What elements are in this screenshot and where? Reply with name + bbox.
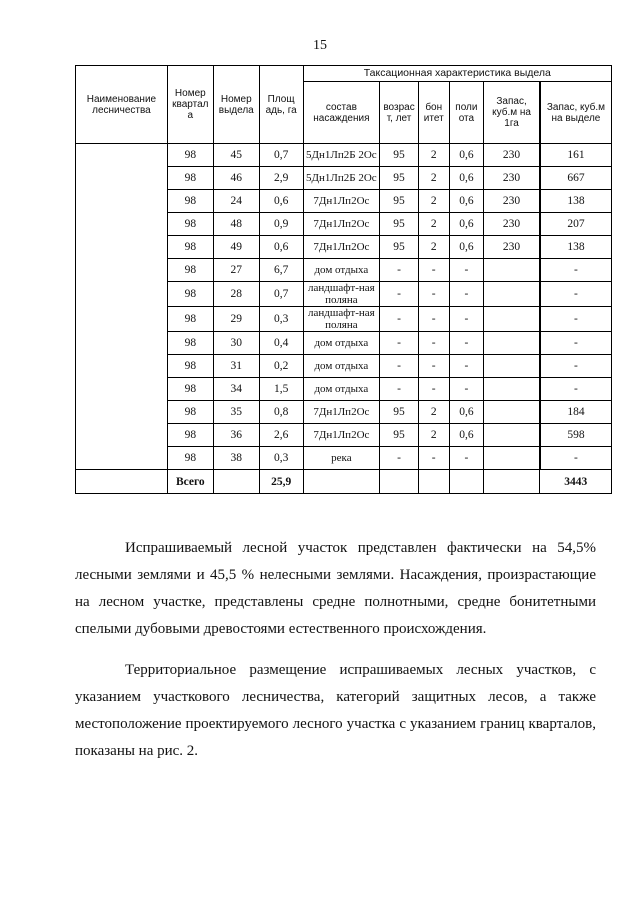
cell-allotment: 28 [213,282,259,307]
cell-bonitet: - [418,282,449,307]
cell-age: 95 [380,213,419,236]
header-area: Площ адь, га [259,66,303,144]
cell-bonitet: 2 [418,144,449,167]
total-label: Всего [167,470,213,494]
cell-bonitet: - [418,447,449,470]
cell-quarter: 98 [167,447,213,470]
total-area: 25,9 [259,470,303,494]
cell-age: 95 [380,401,419,424]
cell-area: 0,7 [259,282,303,307]
cell-stock-per-ha [484,401,540,424]
cell-quarter: 98 [167,259,213,282]
header-allotment: Номер выдела [213,66,259,144]
cell-stock-per-ha: 230 [484,167,540,190]
cell-stock-total: 138 [540,236,612,259]
cell-area: 0,3 [259,447,303,470]
cell-composition: дом отдыха [303,355,380,378]
cell-bonitet: 2 [418,424,449,447]
cell-quarter: 98 [167,282,213,307]
cell-stock-per-ha [484,378,540,401]
cell-density: - [449,307,484,332]
cell-area: 0,6 [259,236,303,259]
cell-density: - [449,378,484,401]
cell-composition: 7Дн1Лп2Ос [303,424,380,447]
total-age-cell [380,470,419,494]
cell-allotment: 30 [213,332,259,355]
taxation-table [75,65,612,494]
cell-density: 0,6 [449,401,484,424]
paragraph-forest-composition: Испрашиваемый лесной участок представлен фактически на 54,5% лесными землями и 45,5 % нелесными землями. Насаждения, произрастающие на леcном участке, представлены средне полнотными, средне бонитетными спелыми дубовыми древостоями естественного происхождения. [75,540,596,637]
cell-stock-total: 207 [540,213,612,236]
table-total-row [76,470,612,494]
cell-bonitet: 2 [418,190,449,213]
cell-stock-total: 184 [540,401,612,424]
cell-age: - [380,378,419,401]
total-stock-per-ha-cell [484,470,540,494]
cell-quarter: 98 [167,213,213,236]
cell-area: 2,6 [259,424,303,447]
total-allotment-cell [213,470,259,494]
cell-age: 95 [380,190,419,213]
cell-stock-per-ha: 230 [484,236,540,259]
total-density-cell [449,470,484,494]
cell-bonitet: - [418,307,449,332]
cell-area: 0,3 [259,307,303,332]
paragraph-territorial-placement: Территориальное размещение испрашиваемых лесных участков, с указанием участкового лесничества, категорий защитных лесов, а также местоположение проектируемого лесного участка с указанием границ кварталов, показаны на рис. 2. [75,662,596,759]
cell-allotment: 38 [213,447,259,470]
cell-quarter: 98 [167,332,213,355]
cell-age: - [380,307,419,332]
cell-composition: дом отдыха [303,259,380,282]
cell-quarter: 98 [167,144,213,167]
cell-bonitet: - [418,332,449,355]
cell-age: - [380,259,419,282]
header-taxation-group: Таксационная характеристика выдела [303,66,611,82]
cell-composition: дом отдыха [303,332,380,355]
cell-bonitet: - [418,259,449,282]
cell-density: - [449,355,484,378]
cell-bonitet: 2 [418,401,449,424]
cell-density: 0,6 [449,424,484,447]
cell-composition: 5Дн1Лп2Б 2Ос [303,144,380,167]
cell-allotment: 36 [213,424,259,447]
header-composition: состав насаждения [303,82,380,144]
cell-age: - [380,447,419,470]
header-bonitet: бон итет [418,82,449,144]
total-composition-cell [303,470,380,494]
cell-quarter: 98 [167,424,213,447]
header-stock-total: Запас, куб.м на выделе [540,82,612,144]
cell-allotment: 34 [213,378,259,401]
cell-stock-total: - [540,282,612,307]
cell-age: - [380,282,419,307]
cell-area: 0,8 [259,401,303,424]
cell-composition: река [303,447,380,470]
cell-stock-total: - [540,355,612,378]
cell-area: 0,4 [259,332,303,355]
cell-density: 0,6 [449,167,484,190]
cell-composition: 7Дн1Лп2Ос [303,236,380,259]
cell-quarter: 98 [167,378,213,401]
total-forestry-cell [76,470,168,494]
cell-composition: 5Дн1Лп2Б 2Ос [303,167,380,190]
cell-density: - [449,282,484,307]
cell-age: - [380,332,419,355]
cell-bonitet: 2 [418,236,449,259]
header-forestry: Наименование лесничества [76,66,168,144]
cell-age: 95 [380,236,419,259]
cell-bonitet: 2 [418,213,449,236]
cell-composition: 7Дн1Лп2Ос [303,190,380,213]
cell-stock-total: - [540,378,612,401]
cell-density: - [449,332,484,355]
cell-quarter: 98 [167,355,213,378]
cell-quarter: 98 [167,401,213,424]
cell-stock-total: - [540,307,612,332]
cell-quarter: 98 [167,307,213,332]
cell-stock-total: 138 [540,190,612,213]
cell-stock-per-ha [484,355,540,378]
cell-bonitet: - [418,355,449,378]
cell-area: 0,7 [259,144,303,167]
cell-allotment: 48 [213,213,259,236]
cell-allotment: 31 [213,355,259,378]
cell-stock-per-ha: 230 [484,213,540,236]
cell-allotment: 35 [213,401,259,424]
cell-stock-per-ha [484,332,540,355]
header-quarter: Номер квартал а [167,66,213,144]
cell-area: 2,9 [259,167,303,190]
cell-bonitet: 2 [418,167,449,190]
cell-allotment: 49 [213,236,259,259]
total-bonitet-cell [418,470,449,494]
header-age: возрас т, лет [380,82,419,144]
header-stock-per-ha: Запас, куб.м на 1га [484,82,540,144]
cell-allotment: 45 [213,144,259,167]
cell-area: 0,2 [259,355,303,378]
cell-composition: 7Дн1Лп2Ос [303,213,380,236]
cell-composition: ландшафт-ная поляна [303,307,380,332]
cell-stock-per-ha [484,282,540,307]
cell-quarter: 98 [167,167,213,190]
cell-stock-total: - [540,447,612,470]
cell-area: 0,9 [259,213,303,236]
cell-allotment: 24 [213,190,259,213]
cell-stock-total: 667 [540,167,612,190]
cell-stock-per-ha: 230 [484,190,540,213]
cell-bonitet: - [418,378,449,401]
cell-area: 1,5 [259,378,303,401]
cell-density: - [449,259,484,282]
cell-quarter: 98 [167,236,213,259]
cell-stock-total: 598 [540,424,612,447]
cell-allotment: 46 [213,167,259,190]
cell-density: 0,6 [449,236,484,259]
cell-stock-total: - [540,332,612,355]
table-row [76,144,612,167]
cell-composition: 7Дн1Лп2Ос [303,401,380,424]
cell-stock-per-ha: 230 [484,144,540,167]
cell-allotment: 29 [213,307,259,332]
cell-stock-per-ha [484,259,540,282]
cell-age: 95 [380,424,419,447]
cell-age: 95 [380,167,419,190]
cell-allotment: 27 [213,259,259,282]
cell-age: 95 [380,144,419,167]
header-density: поли ота [449,82,484,144]
cell-area: 6,7 [259,259,303,282]
cell-stock-per-ha [484,307,540,332]
total-stock-total: 3443 [540,470,612,494]
cell-composition: ландшафт-ная поляна [303,282,380,307]
cell-area: 0,6 [259,190,303,213]
cell-density: 0,6 [449,213,484,236]
cell-composition: дом отдыха [303,378,380,401]
cell-density: - [449,447,484,470]
cell-stock-per-ha [484,424,540,447]
page-number: 15 [313,38,327,53]
cell-stock-total: 161 [540,144,612,167]
cell-quarter: 98 [167,190,213,213]
cell-stock-per-ha [484,447,540,470]
cell-age: - [380,355,419,378]
cell-density: 0,6 [449,190,484,213]
forestry-cell [76,144,168,470]
cell-stock-total: - [540,259,612,282]
cell-density: 0,6 [449,144,484,167]
